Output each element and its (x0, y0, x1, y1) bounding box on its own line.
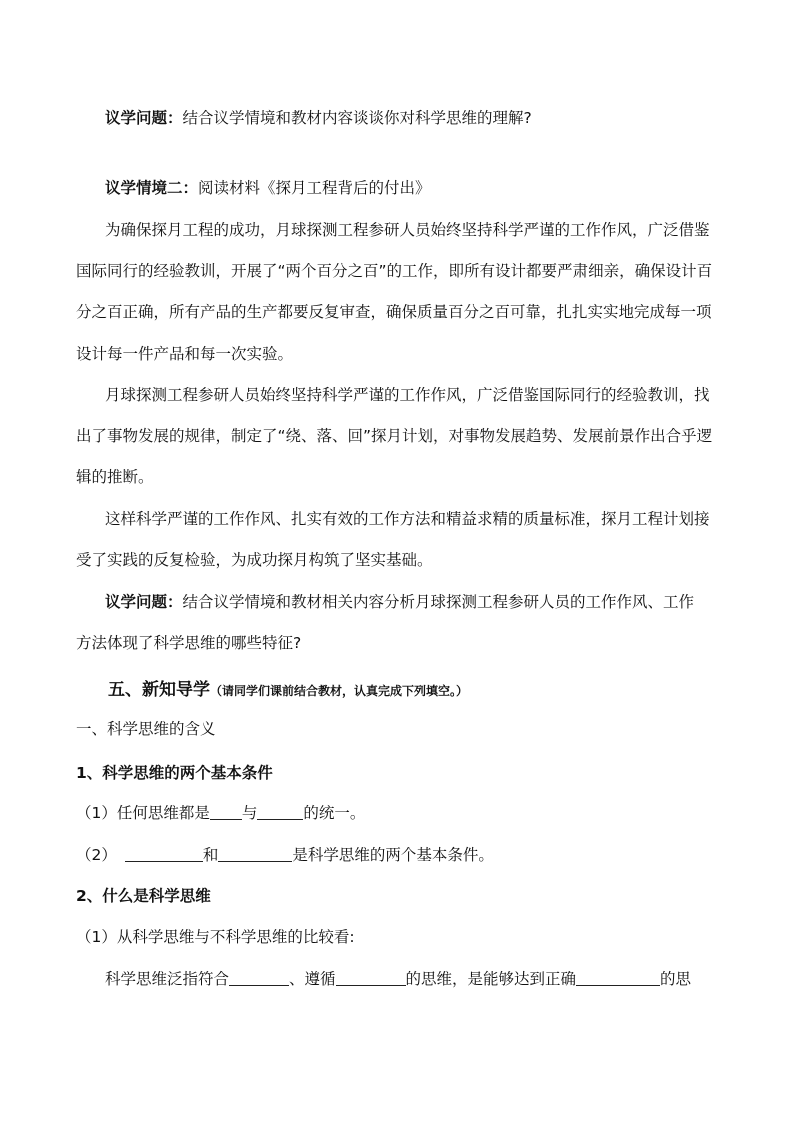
question-2 (105, 591, 694, 613)
fill-suffix: 的统一。 (303, 804, 366, 822)
question-text: 结合议学情境和教材内容谈谈你对科学思维的理解? (182, 109, 532, 127)
blank-field[interactable] (229, 969, 289, 986)
para2-line-1: 月球探测工程参研人员始终坚持科学严谨的工作作风，广泛借鉴国际同行的经验教训，找 (105, 386, 710, 404)
para1-line-4: 设计每一件产品和每一次实验。 (76, 345, 294, 363)
question-text-line-1: 结合议学情境和教材相关内容分析月球探测工程参研人员的工作作风、工作 (182, 593, 695, 611)
blank-field[interactable] (218, 845, 292, 862)
scenario-text: 阅读材料《探月工程背后的付出》 (198, 179, 431, 197)
fill-item-2 (76, 844, 494, 866)
para2-line-2: 出了事物发展的规律，制定了“绕、落、回”探月计划，对事物发展趋势、发展前景作出合乎逻 (76, 427, 713, 445)
para1-line-1: 为确保探月工程的成功，月球探测工程参研人员始终坚持科学严谨的工作作风，广泛借鉴 (105, 221, 710, 239)
fill-item-1 (76, 802, 365, 824)
fill-c: 的思维，是能够达到正确 (405, 970, 577, 988)
question-1 (105, 107, 532, 129)
fill-a: 科学思维泛指符合 (105, 970, 230, 988)
para3-line-2: 受了实践的反复检验，为成功探月构筑了坚实基础。 (76, 551, 433, 569)
para1-line-2: 国际同行的经验教训，开展了“两个百分之百”的工作，即所有设计都要严肃细亲，确保设计百 (76, 262, 713, 280)
question-text-line-2: 方法体现了科学思维的哪些特征? (76, 634, 302, 652)
sub-heading-1 (76, 762, 273, 784)
fill-mid: 与 (241, 804, 258, 822)
blank-field[interactable] (257, 803, 303, 820)
fill-prefix: （1）任何思维都是 (76, 804, 210, 822)
sub-number: 2、 (76, 887, 103, 905)
para3-line-1: 这样科学严谨的工作作风、扎实有效的工作方法和精益求精的质量标准，探月工程计划接 (105, 510, 710, 528)
fill-mid: 和 (202, 846, 219, 864)
sub-heading-2 (76, 885, 211, 907)
part-heading: 一、科学思维的含义 (76, 720, 216, 738)
section-title: 五、新知导学 (108, 680, 210, 700)
fill-item-3 (105, 968, 691, 990)
blank-field[interactable] (125, 845, 203, 862)
scenario-2 (105, 177, 431, 199)
fill-d: 的思 (660, 970, 692, 988)
section-heading (108, 679, 468, 702)
sub-title: 什么是科学思维 (102, 887, 211, 905)
blank-field[interactable] (336, 969, 406, 986)
sub-number: 1、 (76, 764, 103, 782)
fill-b: 、遵循 (289, 970, 336, 988)
para1-line-3: 分之百正确，所有产品的生产都要反复审查，确保质量百分之百可靠，扎扎实实地完成每一项 (76, 303, 712, 321)
section-note: （请同学们课前结合教材，认真完成下列填空。） (210, 684, 469, 698)
sub2-item-1: （1）从科学思维与不科学思维的比较看: (76, 928, 355, 946)
scenario-label: 议学情境二： (105, 179, 199, 197)
blank-field[interactable] (576, 969, 660, 986)
fill-prefix: （2） (76, 846, 117, 864)
question-label: 议学问题： (105, 593, 183, 611)
question-label: 议学问题： (105, 109, 183, 127)
fill-suffix: 是科学思维的两个基本条件。 (292, 846, 494, 864)
para2-line-3: 辑的推断。 (76, 468, 154, 486)
sub-title: 科学思维的两个基本条件 (102, 764, 273, 782)
blank-field[interactable] (210, 803, 242, 820)
